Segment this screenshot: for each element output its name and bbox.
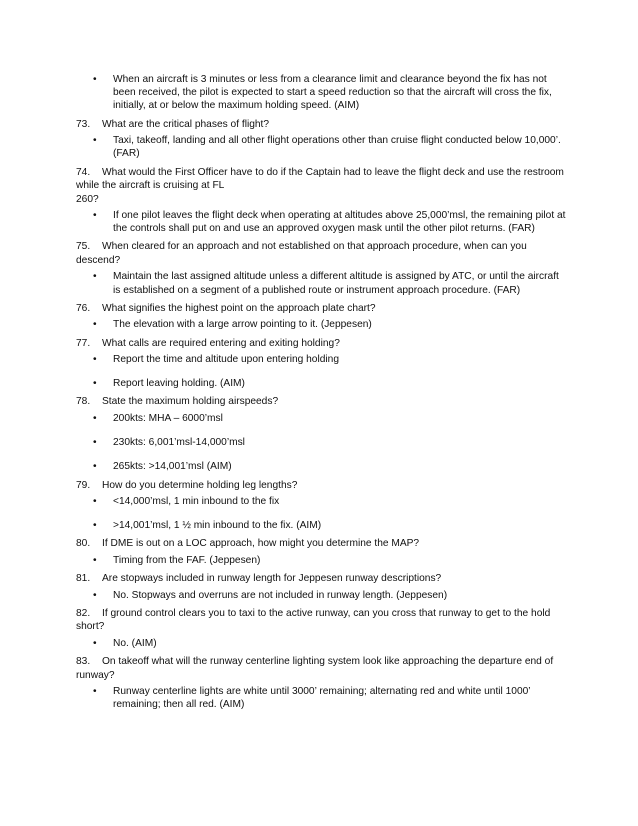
- question-number: 77.: [76, 337, 91, 349]
- answer-text: 200kts: MHA – 6000’msl: [113, 412, 223, 424]
- answer-text: If one pilot leaves the flight deck when operating at altitudes above 25,000’msl, the remaining pilot at the controls shall put on and use an approved oxygen mask until the other pilot returns. (FAR): [113, 210, 566, 235]
- question-number: 79.: [76, 479, 91, 491]
- answer-text: Report the time and altitude upon entering holding: [113, 354, 339, 366]
- list-item: [93, 377, 568, 390]
- list-item: [93, 637, 568, 650]
- question-continuation: [76, 193, 568, 207]
- question-number: 76.: [76, 302, 91, 314]
- list-item: [93, 685, 568, 711]
- bullet-icon: •: [93, 319, 97, 331]
- answer-text: <14,000’msl, 1 min inbound to the fix: [113, 496, 280, 508]
- list-item: [93, 209, 568, 235]
- question: [76, 607, 568, 634]
- list-item: [93, 318, 568, 331]
- list-item: [93, 495, 568, 508]
- list-item: [93, 134, 568, 160]
- bullet-icon: •: [93, 210, 97, 222]
- question-text: 260?: [76, 193, 99, 205]
- question: [76, 240, 568, 267]
- question-text: What calls are required entering and exiting holding?: [102, 337, 340, 349]
- answer-text: No. Stopways and overruns are not included in runway length. (Jeppesen): [113, 589, 448, 601]
- answer-text: The elevation with a large arrow pointing to it. (Jeppesen): [113, 319, 372, 331]
- question-number: 75.: [76, 241, 91, 253]
- answer-text: Taxi, takeoff, landing and all other flight operations other than cruise flight conducted below 10,000’. (FAR): [113, 135, 561, 160]
- bullet-icon: •: [93, 589, 97, 601]
- question-text: What would the First Officer have to do if the Captain had to leave the flight deck and use the restroom while the aircraft is cruising at FL: [76, 166, 564, 192]
- question-number: 82.: [76, 607, 91, 619]
- bullet-icon: •: [93, 74, 97, 85]
- bullet-icon: •: [93, 554, 97, 566]
- answer-text: No. (AIM): [113, 637, 157, 649]
- list-item: [93, 460, 568, 473]
- bullet-icon: •: [93, 354, 97, 366]
- bullet-icon: •: [93, 637, 97, 649]
- question-number: 74.: [76, 166, 91, 178]
- question-text: What are the critical phases of flight?: [102, 118, 270, 130]
- list-item: [93, 353, 568, 366]
- question-text: When cleared for an approach and not established on that approach procedure, when can you descend?: [76, 241, 527, 266]
- question-text: Are stopways included in runway length for Jeppesen runway descriptions?: [102, 573, 442, 585]
- document-page: [76, 73, 568, 711]
- question-number: 73.: [76, 118, 91, 130]
- answer-text: >14,001’msl, 1 ½ min inbound to the fix. (AIM): [113, 520, 322, 532]
- bullet-icon: •: [93, 378, 97, 390]
- question-text: How do you determine holding leg lengths?: [102, 479, 298, 491]
- list-item: [93, 73, 568, 113]
- question-number: 83.: [76, 656, 91, 668]
- question-number: 78.: [76, 396, 91, 408]
- question: [76, 302, 568, 316]
- answer-text: Runway centerline lights are white until 3000’ remaining; alternating red and white until 1000’ remaining; then all red. (AIM): [113, 686, 531, 711]
- bullet-icon: •: [93, 520, 97, 532]
- bullet-icon: •: [93, 496, 97, 508]
- list-item: [93, 519, 568, 532]
- answer-text: 265kts: >14,001’msl (AIM): [113, 461, 232, 473]
- bullet-icon: •: [93, 271, 97, 283]
- question-number: 81.: [76, 573, 91, 585]
- answer-text: Timing from the FAF. (Jeppesen): [113, 554, 261, 566]
- question-text: What signifies the highest point on the approach plate chart?: [102, 302, 376, 314]
- answer-text: Report leaving holding. (AIM): [113, 378, 245, 390]
- question-text: If ground control clears you to taxi to the active runway, can you cross that runway to get to the hold short?: [76, 607, 551, 633]
- bullet-icon: •: [93, 135, 97, 147]
- question: [76, 655, 568, 682]
- question-text: State the maximum holding airspeeds?: [102, 396, 279, 408]
- question: [76, 537, 568, 551]
- question: [76, 166, 568, 193]
- bullet-icon: •: [93, 686, 97, 698]
- bullet-icon: •: [93, 437, 97, 449]
- list-item: [93, 436, 568, 449]
- list-item: [93, 270, 568, 296]
- list-item: [93, 589, 568, 602]
- answer-text: When an aircraft is 3 minutes or less from a clearance limit and clearance beyond the fix has not been received, the pilot is expected to start a speed reduction so that the aircraft will cross the fix, initially, at or below the maximum holding speed. (AIM): [113, 74, 552, 112]
- question: [76, 395, 568, 409]
- question-number: 80.: [76, 538, 91, 550]
- question: [76, 572, 568, 586]
- list-item: [93, 412, 568, 425]
- bullet-icon: •: [93, 412, 97, 424]
- question: [76, 118, 568, 132]
- question: [76, 337, 568, 351]
- question: [76, 479, 568, 493]
- bullet-icon: •: [93, 461, 97, 473]
- question-text: On takeoff what will the runway centerline lighting system look like approaching the departure end of runway?: [76, 656, 554, 681]
- answer-text: Maintain the last assigned altitude unless a different altitude is assigned by ATC, or until the aircraft is established on a segment of a published route or instrument approach procedure. (FAR): [113, 271, 559, 296]
- answer-text: 230kts: 6,001’msl-14,000’msl: [113, 437, 245, 449]
- list-item: [93, 554, 568, 567]
- question-text: If DME is out on a LOC approach, how might you determine the MAP?: [102, 538, 420, 550]
